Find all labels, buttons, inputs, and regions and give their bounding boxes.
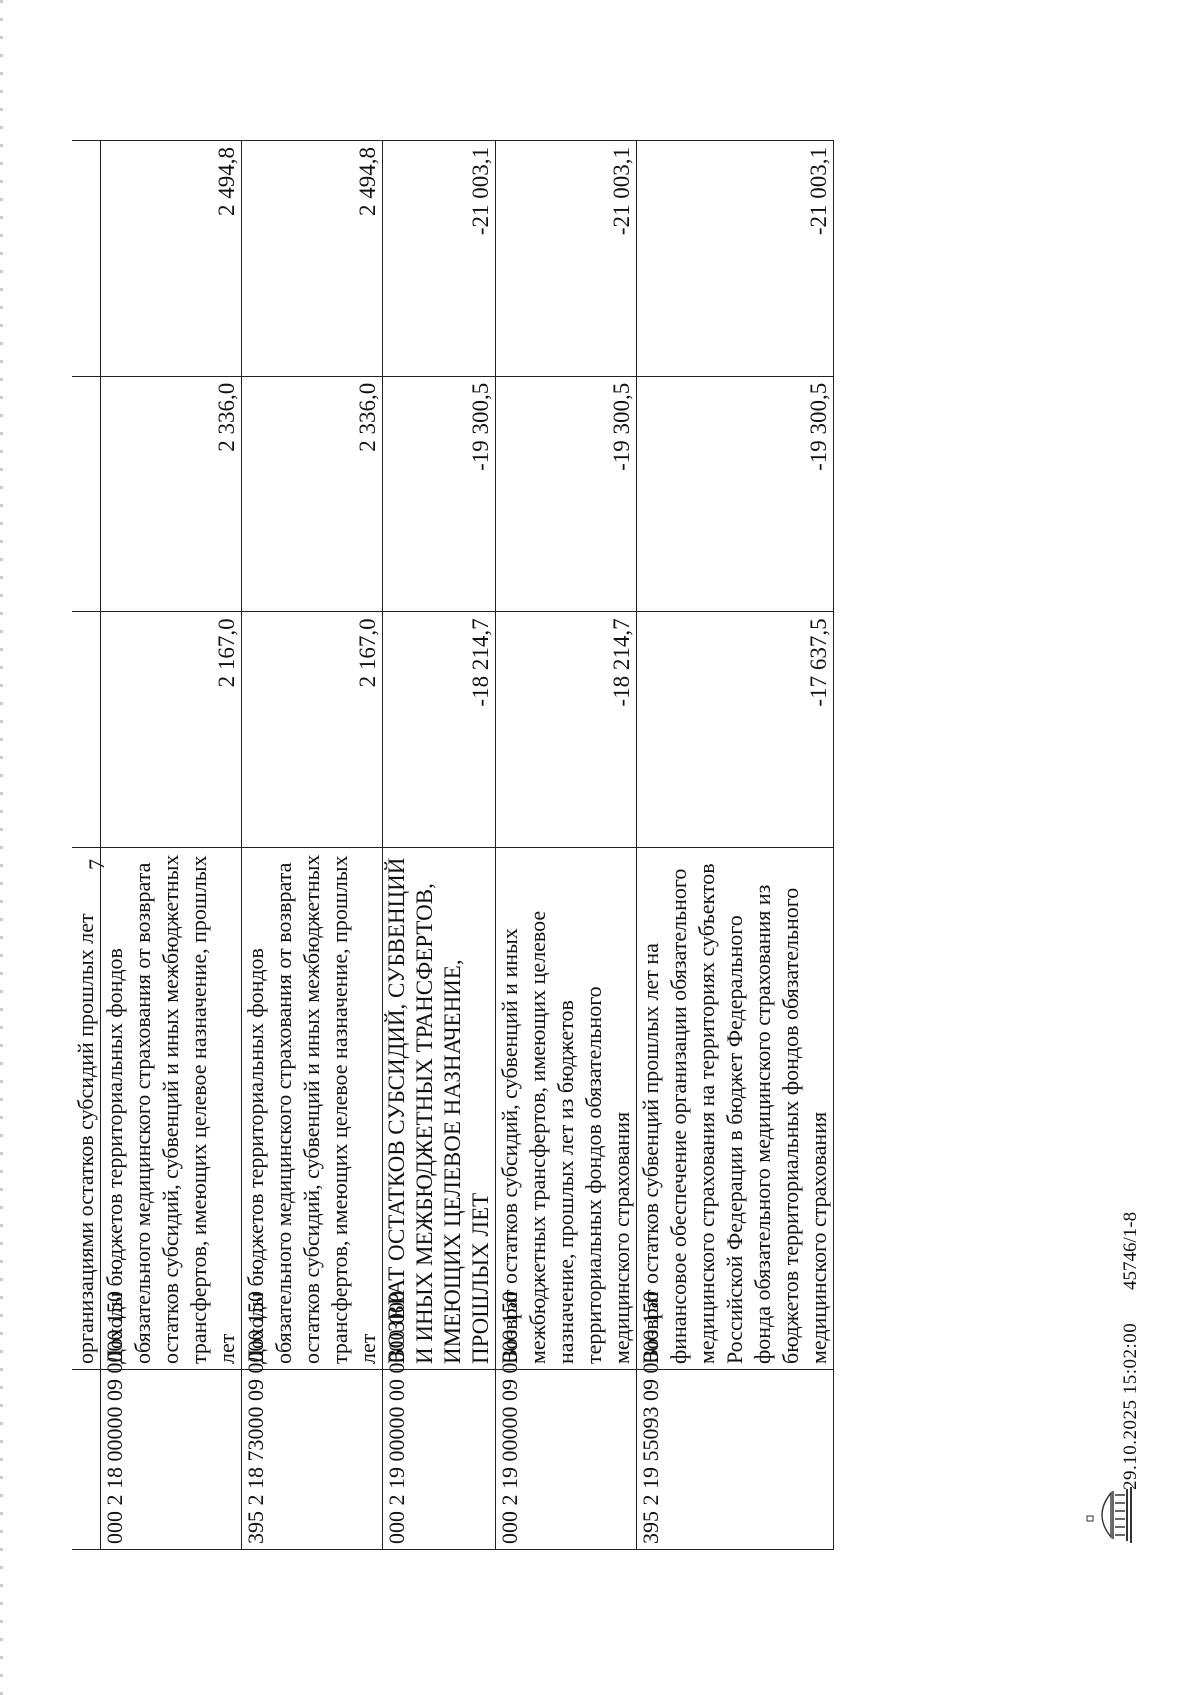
code-cell: 395 2 19 55093 09 0000 150 (637, 1370, 834, 1550)
code-cell: 395 2 18 73000 09 0000 150 (242, 1370, 383, 1550)
name-cell: Доходы бюджетов территориальных фондов обязательного медицинского страхования от возврата остатков субсидий, субвенций и иных межбюджетных трансфертов, имеющих целевое назначение, прошлых лет (242, 848, 383, 1370)
value-cell (72, 612, 101, 848)
table-row-continued (72, 141, 101, 1550)
table-row (242, 141, 383, 1550)
value-cell (72, 376, 101, 612)
code-cell: 000 2 19 00000 00 0000 000 (383, 1370, 496, 1550)
duma-emblem-icon (1085, 1485, 1133, 1545)
value-cell-2027: -19 300,5 (496, 376, 637, 612)
value-cell-2028: -21 003,1 (637, 141, 834, 377)
name-cell: Возврат остатков субсидий, субвенций и иных межбюджетных трансфертов, имеющих целевое назначение, прошлых лет из бюджетов территориальных фондов обязательного медицинского страхования (496, 848, 637, 1370)
value-cell-2027: 2 336,0 (242, 376, 383, 612)
table-row (101, 141, 242, 1550)
table-row (637, 141, 834, 1550)
value-cell-2027: 2 336,0 (101, 376, 242, 612)
footer-datetime: 29.10.2025 15:02:00 (1120, 1322, 1141, 1490)
value-cell-2026: 2 167,0 (242, 612, 383, 848)
table-row (383, 141, 496, 1550)
name-cell: организациями остатков субсидий прошлых лет (72, 848, 101, 1370)
scan-edge-artifact (0, 0, 3, 1695)
page-number: 7 (84, 859, 109, 870)
code-cell: 000 2 19 00000 09 0000 150 (496, 1370, 637, 1550)
value-cell-2028: 2 494,8 (101, 141, 242, 377)
name-cell: ВОЗВРАТ ОСТАТКОВ СУБСИДИЙ, СУБВЕНЦИЙ И ИНЫХ МЕЖБЮДЖЕТНЫХ ТРАНСФЕРТОВ, ИМЕЮЩИХ ЦЕЛЕВОЕ НАЗНАЧЕНИЕ, ПРОШЛЫХ ЛЕТ (383, 848, 496, 1370)
value-cell-2028: -21 003,1 (383, 141, 496, 377)
value-cell-2028: 2 494,8 (242, 141, 383, 377)
value-cell-2026: -18 214,7 (496, 612, 637, 848)
value-cell-2028: -21 003,1 (496, 141, 637, 377)
value-cell (72, 141, 101, 377)
table-row (496, 141, 637, 1550)
code-cell: 000 2 18 00000 09 0000 150 (101, 1370, 242, 1550)
value-cell-2026: 2 167,0 (101, 612, 242, 848)
name-cell: Возврат остатков субвенций прошлых лет на финансовое обеспечение организации обязательного медицинского страхования на территориях субъектов Российской Федерации в бюджет Федерального фонда обязательного медицинского страхования из бюджетов территориальных фондов обязательного медицинского страхования (637, 848, 834, 1370)
name-cell: Доходы бюджетов территориальных фондов обязательного медицинского страхования от возврата остатков субсидий, субвенций и иных межбюджетных трансфертов, имеющих целевое назначение, прошлых лет (101, 848, 242, 1370)
code-cell (72, 1370, 101, 1550)
value-cell-2027: -19 300,5 (637, 376, 834, 612)
budget-table (72, 140, 834, 1550)
value-cell-2026: -18 214,7 (383, 612, 496, 848)
footer-document-id: 45746/1-8 (1120, 1211, 1141, 1290)
value-cell-2027: -19 300,5 (383, 376, 496, 612)
value-cell-2026: -17 637,5 (637, 612, 834, 848)
